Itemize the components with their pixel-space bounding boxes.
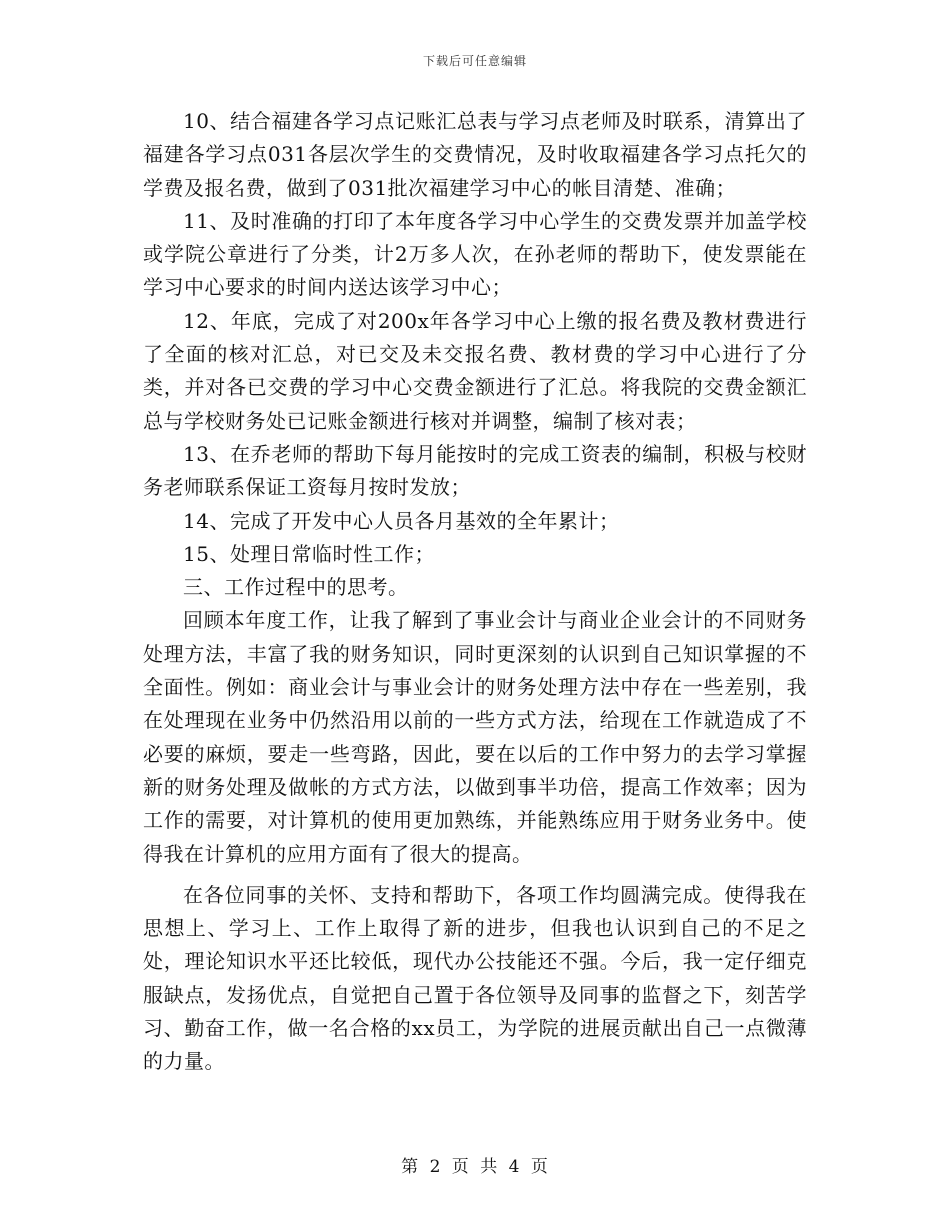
paragraph-conclusion: 在各位同事的关怀、支持和帮助下，各项工作均圆满完成。使得我在思想上、学习上、工作上取得了新的进步，但我也认识到自己的不足之处，理论知识水平还比较低，现代办公技能还不强。今后，我一定仔细克服缺点，发扬优点，自觉把自己置于各位领导及同事的监督之下，刻苦学习、勤奋工作，做一名合格的xx员工，为学院的进展贡献出自己一点微薄的力量。 (143, 882, 807, 1074)
paragraph-review: 回顾本年度工作，让我了解到了事业会计与商业企业会计的不同财务处理方法，丰富了我的财务知识，同时更深刻的认识到自己知识掌握的不全面性。例如：商业会计与事业会计的财务处理方法中存在一些差别，我在处理现在业务中仍然沿用以前的一些方式方法，给现在工作就造成了不必要的麻烦，要走一些弯路，因此，要在以后的工作中努力的去学习掌握新的财务处理及做帐的方式方法，以做到事半功倍，提高工作效率；因为工作的需要，对计算机的使用更加熟练，并能熟练应用于财务业务中。使得我在计算机的应用方面有了很大的提高。 (143, 608, 807, 866)
page-header: 下载后可任意编辑 (422, 54, 527, 68)
paragraph-item-11: 11、及时准确的打印了本年度各学习中心学生的交费发票并加盖学校或学院公章进行了分类，计2万多人次，在孙老师的帮助下，使发票能在学习中心要求的时间内送达该学习中心； (143, 208, 807, 300)
paragraph-item-15: 15、处理日常临时性工作； (183, 541, 435, 566)
document-body (143, 105, 807, 1079)
paragraph-item-14: 14、完成了开发中心人员各月基效的全年累计； (183, 508, 620, 533)
paragraph-item-13: 13、在乔老师的帮助下每月能按时的完成工资表的编制，积极与校财务老师联系保证工资每月按时发放； (143, 441, 807, 500)
page-number: 第 2 页 共 4 页 (401, 1157, 549, 1177)
paragraph-item-12: 12、年底，完成了对200x年各学习中心上缴的报名费及教材费进行了全面的核对汇总，对已交及未交报名费、教材费的学习中心进行了分类，并对各已交费的学习中心交费金额进行了汇总。将我院的交费金额汇总与学校财务处已记账金额进行核对并调整，编制了核对表； (143, 308, 807, 433)
section-heading-reflection: 三、工作过程中的思考。 (183, 575, 409, 600)
paragraph-item-10: 10、结合福建各学习点记账汇总表与学习点老师及时联系，清算出了福建各学习点031各层次学生的交费情况，及时收取福建各学习点托欠的学费及报名费，做到了031批次福建学习中心的帐目清楚、准确； (143, 109, 807, 200)
